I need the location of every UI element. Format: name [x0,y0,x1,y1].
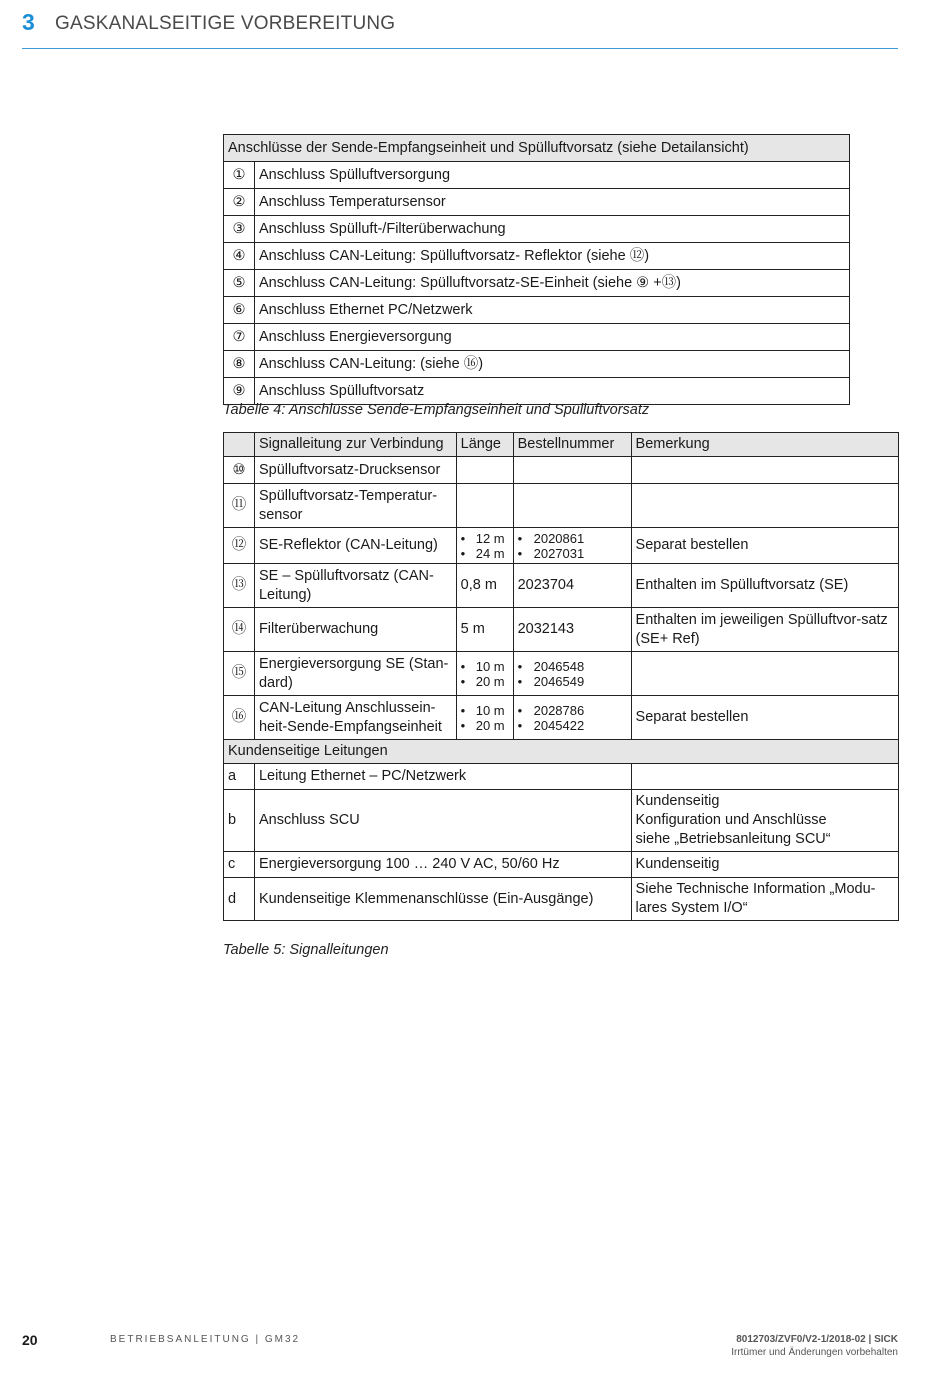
row-number: ② [224,189,255,216]
row-text: Anschluss Energieversorgung [255,324,850,351]
row-text: Anschluss CAN-Leitung: (siehe ⑯) [255,351,850,378]
row-text: Anschluss Temperatursensor [255,189,850,216]
order-item: 2027031 [533,545,585,561]
table4-heading: Anschlüsse der Sende-Empfangseinheit und Spülluftvorsatz (siehe Detailansicht) [224,135,850,162]
table-row [224,878,899,921]
row-number: ⑭ [224,608,255,652]
table4-caption: Tabelle 4: Anschlüsse Sende-Empfangseinheit und Spülluftvorsatz [223,402,650,418]
remark-cell: Enthalten im jeweiligen Spülluftvor-satz (SE+ Ref) [631,608,898,652]
row-text: Anschluss Spülluftversorgung [255,162,850,189]
order-item: 2028786 [533,702,585,718]
order-item: 2045422 [533,717,585,733]
signal-cell: Kundenseitige Klemmenanschlüsse (Ein-Ausgänge) [254,878,631,921]
footer-info [731,1333,898,1359]
row-number: ⑤ [224,270,255,297]
table-row [224,457,899,484]
page-number: 20 [22,1332,38,1348]
table-row [224,652,899,696]
length-item: 24 m [475,545,505,561]
length-item: 12 m [475,530,505,546]
table-row [224,608,899,652]
length-list: • 10 m • 20 m [456,696,513,740]
signal-cell: Spülluftvorsatz-Temperatur-sensor [254,484,456,528]
length-item: 10 m [475,658,505,674]
row-number: ⑩ [224,457,255,484]
signal-cell: CAN-Leitung Anschlussein-heit-Sende-Empfangseinheit [254,696,456,740]
row-text: Anschluss Ethernet PC/Netzwerk [255,297,850,324]
order-item: 2046548 [533,658,585,674]
section-row [224,740,899,764]
length-item: 10 m [475,702,505,718]
order-list: • 2020861 • 2027031 [513,528,631,564]
order-cell [513,457,631,484]
document-code: 8012703/ZVF0/V2-1/2018-02 | SICK [736,1334,898,1345]
table-row [224,852,899,878]
length-list: • 10 m • 20 m [456,652,513,696]
order-list: • 2028786 • 2045422 [513,696,631,740]
row-number: ⑦ [224,324,255,351]
table-row [224,351,850,378]
remark-line: Kundenseitig [635,793,720,809]
remark-cell: Siehe Technische Information „Modu-lares System I/O“ [631,878,898,921]
table-row [224,564,899,608]
length-cell [456,484,513,528]
table-row [224,189,850,216]
row-number: ④ [224,243,255,270]
signal-cell: Spülluftvorsatz-Drucksensor [254,457,456,484]
remark-cell: Kundenseitig [631,852,898,878]
row-id: c [224,852,255,878]
signal-cell: Energieversorgung SE (Stan-dard) [254,652,456,696]
table-connections [223,134,850,405]
signal-cell: SE – Spülluftvorsatz (CAN-Leitung) [254,564,456,608]
length-cell [456,457,513,484]
table-row [224,484,899,528]
row-id: a [224,764,255,790]
signal-cell: Filterüberwachung [254,608,456,652]
row-number: ⑨ [224,378,255,405]
order-item: 2020861 [533,530,585,546]
table5-caption: Tabelle 5: Signalleitungen [223,942,389,958]
page-header [22,8,898,49]
signal-cell: Energieversorgung 100 … 240 V AC, 50/60 Hz [254,852,631,878]
table-row [224,270,850,297]
row-text: Anschluss Spülluft-/Filterüberwachung [255,216,850,243]
order-item: 2046549 [533,673,585,689]
header-cell [224,433,255,457]
row-text: Anschluss Spülluftvorsatz [255,378,850,405]
table-row [224,790,899,852]
signal-cell: SE-Reflektor (CAN-Leitung) [254,528,456,564]
table-row [224,243,850,270]
row-number: ⑮ [224,652,255,696]
table-header-row [224,433,899,457]
remark-cell [631,764,898,790]
remark-cell: Separat bestellen [631,696,898,740]
row-number: ⑫ [224,528,255,564]
remark-line: Konfiguration und Anschlüsse [635,812,827,828]
remark-line: siehe „Betriebsanleitung SCU“ [635,831,831,847]
table-signal-lines [223,432,899,921]
remark-cell [631,484,898,528]
row-number: ⑯ [224,696,255,740]
chapter-title: GASKANALSEITIGE VORBEREITUNG [55,13,396,34]
row-id: d [224,878,255,921]
header-cell: Signalleitung zur Verbindung [254,433,456,457]
row-number: ⑧ [224,351,255,378]
length-item: 20 m [475,717,505,733]
disclaimer: Irrtümer und Änderungen vorbehalten [731,1347,898,1358]
remark-cell: Enthalten im Spülluftvorsatz (SE) [631,564,898,608]
order-cell: 2023704 [513,564,631,608]
table-row [224,528,899,564]
length-cell: 0,8 m [456,564,513,608]
row-id: b [224,790,255,852]
header-cell: Bestellnummer [513,433,631,457]
row-text: Anschluss CAN-Leitung: Spülluftvorsatz- Reflektor (siehe ⑫) [255,243,850,270]
order-cell: 2032143 [513,608,631,652]
table-row [224,162,850,189]
length-list: • 12 m • 24 m [456,528,513,564]
remark-cell [631,652,898,696]
remark-cell: Separat bestellen [631,528,898,564]
row-number: ⑪ [224,484,255,528]
document-title: BETRIEBSANLEITUNG | GM32 [110,1334,301,1345]
header-cell: Bemerkung [631,433,898,457]
signal-cell: Leitung Ethernet – PC/Netzwerk [254,764,631,790]
table-row [224,297,850,324]
order-cell [513,484,631,528]
length-cell: 5 m [456,608,513,652]
table-row [224,378,850,405]
table-row [224,216,850,243]
table-row [224,764,899,790]
remark-cell [631,790,898,852]
chapter-number: 3 [22,9,35,35]
section-heading: Kundenseitige Leitungen [224,740,899,764]
order-list: • 2046548 • 2046549 [513,652,631,696]
row-number: ① [224,162,255,189]
row-number: ⑥ [224,297,255,324]
remark-cell [631,457,898,484]
row-text: Anschluss CAN-Leitung: Spülluftvorsatz-SE-Einheit (siehe ⑨ +⑬) [255,270,850,297]
table-row [224,324,850,351]
length-item: 20 m [475,673,505,689]
table-row [224,696,899,740]
row-number: ⑬ [224,564,255,608]
signal-cell: Anschluss SCU [254,790,631,852]
header-cell: Länge [456,433,513,457]
row-number: ③ [224,216,255,243]
